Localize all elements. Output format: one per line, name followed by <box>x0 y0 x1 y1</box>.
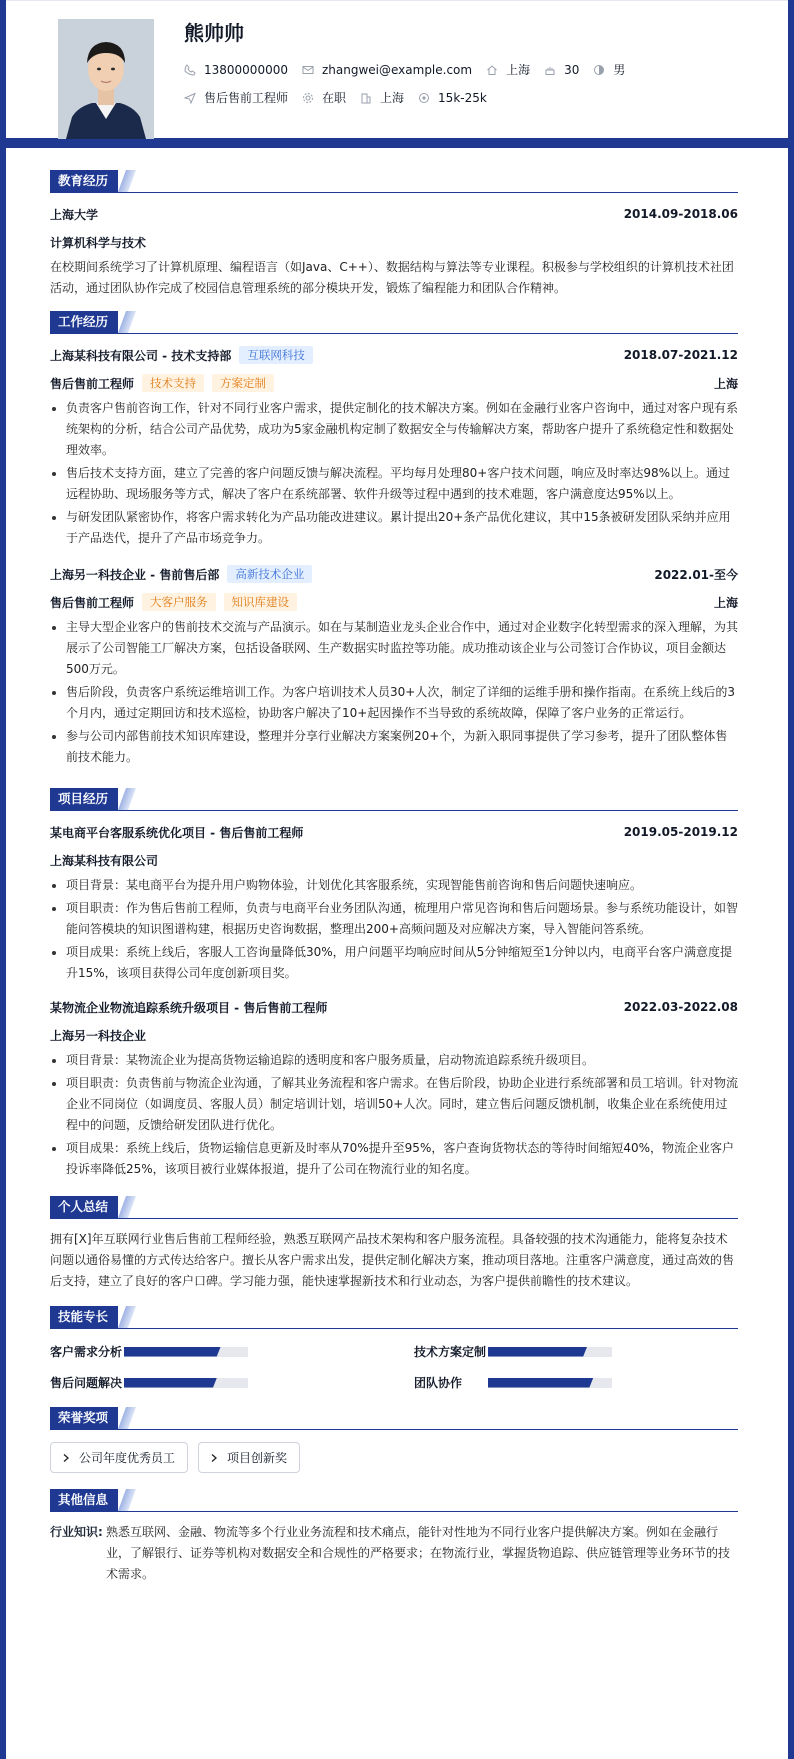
salary-item <box>418 91 487 105</box>
honor-badge <box>50 1442 188 1473</box>
contact-row <box>184 61 625 78</box>
skill-item <box>50 1343 374 1360</box>
phone-icon <box>184 64 196 76</box>
title-decoration <box>118 170 136 192</box>
project-company: 上海某科技有限公司 <box>50 853 159 868</box>
skill-name: 技术方案定制 <box>414 1345 487 1359</box>
skill-tag: 方案定制 <box>212 374 274 392</box>
work-location: 上海 <box>713 595 738 610</box>
target-city-item <box>360 89 404 106</box>
company-name: 上海某科技有限公司 - 技术支持部 <box>50 348 232 363</box>
title-decoration <box>118 788 136 810</box>
company-name: 上海另一科技企业 - 售前售后部 <box>50 567 220 582</box>
work-title: 工作经历 <box>50 311 118 333</box>
salary-text: 15k-25k <box>438 90 487 105</box>
skill-bar-fill <box>124 1347 221 1357</box>
skill-item <box>414 1374 738 1391</box>
project-bullets <box>50 1050 738 1180</box>
work-bullets <box>50 398 738 549</box>
skill-item <box>50 1374 374 1391</box>
summary-title: 个人总结 <box>50 1196 118 1218</box>
list-item: 项目背景：某物流企业为提高货物运输追踪的透明度和客户服务质量，启动物流追踪系统升级项目。 <box>50 1050 738 1071</box>
project-company-row <box>50 1026 738 1044</box>
list-item: 售后阶段，负责客户系统运维培训工作。为客户培训技术人员30+人次，制定了详细的运维手册和操作指南。在系统上线后的3个月内，通过定期回访和技术巡检，协助客户解决了10+起因操作不当导致的系统故障，保障了客户业务的正常运行。 <box>50 682 738 724</box>
education-header <box>50 205 738 223</box>
cake-icon <box>544 64 556 76</box>
skill-bar-fill <box>488 1347 587 1357</box>
email-text: zhangwei@example.com <box>321 62 473 77</box>
other-section-header <box>50 1487 738 1512</box>
target-city-text: 上海 <box>380 91 405 105</box>
list-item: 项目职责：负责售前与物流企业沟通，了解其业务流程和客户需求。在售后阶段，协助企业进行系统部署和员工培训。针对物流企业不同岗位（如调度员、客服人员）制定培训计划，培训50+人次。同时，建立售后问题反馈机制，收集企业在系统使用过程中的问题，反馈给研发团队进行优化。 <box>50 1073 738 1136</box>
avatar-photo-icon <box>58 19 154 139</box>
project-title: 某物流企业物流追踪系统升级项目 - 售后售前工程师 <box>50 1000 328 1015</box>
project-company-row <box>50 851 738 869</box>
skill-bar <box>124 1347 248 1357</box>
skills-section-header <box>50 1304 738 1329</box>
title-decoration <box>118 1489 136 1511</box>
projects-section-header <box>50 786 738 811</box>
city-text: 上海 <box>506 63 531 77</box>
other-text: 熟悉互联网、金融、物流等多个行业业务流程和技术痛点，能针对性地为不同行业客户提供解决方案。例如在金融行业，了解银行、证券等机构对数据安全和合规性的严格要求；在物流行业，掌握货物追踪、供应链管理等业务环节的技术需求。 <box>106 1525 731 1581</box>
skills-title: 技能专长 <box>50 1306 118 1328</box>
list-item: 参与公司内部售前技术知识库建设，整理并分享行业解决方案案例20+个，为新入职同事提供了学习参考，提升了团队整体售前技术能力。 <box>50 726 738 768</box>
honor-name: 公司年度优秀员工 <box>79 1451 176 1465</box>
job-intent-row <box>184 89 487 106</box>
gear-icon <box>302 92 314 104</box>
candidate-name: 熊帅帅 <box>184 21 244 45</box>
age-text: 30 <box>564 62 580 77</box>
resume-content <box>6 148 788 1585</box>
list-item: 主导大型企业客户的售前技术交流与产品演示。如在与某制造业龙头企业合作中，通过对企业数字化转型需求的深入理解，为其展示了公司智能工厂解决方案，包括设备联网、生产数据实时监控等功能。成功推动该企业与公司签订合作协议，项目金额达500万元。 <box>50 617 738 680</box>
city-item <box>486 61 530 78</box>
chevron-right-icon <box>61 1453 71 1463</box>
title-decoration <box>118 311 136 333</box>
honors-section-header <box>50 1405 738 1430</box>
honor-name: 项目创新奖 <box>227 1451 288 1465</box>
list-item: 项目成果：系统上线后，货物运输信息更新及时率从70%提升至95%，客户查询货物状态的等待时间缩短40%，物流企业客户投诉率降低25%，该项目被行业媒体报道，提升了公司在物流行业的知名度。 <box>50 1138 738 1180</box>
project-entry <box>50 823 738 984</box>
skill-bar-fill <box>488 1378 593 1388</box>
industry-tag: 互联网科技 <box>239 346 313 364</box>
other-info-row <box>50 1522 738 1585</box>
work-header <box>50 346 738 364</box>
skill-bar <box>488 1378 612 1388</box>
status-item <box>302 89 346 106</box>
skill-name: 团队协作 <box>414 1376 463 1390</box>
work-entry <box>50 565 738 768</box>
project-entry <box>50 998 738 1180</box>
title-decoration <box>118 1306 136 1328</box>
phone-text: 13800000000 <box>204 62 288 77</box>
education-title: 教育经历 <box>50 170 118 192</box>
email-item <box>302 63 472 77</box>
project-period: 2022.03-2022.08 <box>623 1000 738 1014</box>
list-item: 项目成果：系统上线后，客服人工咨询量降低30%，用户问题平均响应时间从5分钟缩短至1分钟以内，电商平台客户满意度提升15%，该项目获得公司年度创新项目奖。 <box>50 942 738 984</box>
project-company: 上海另一科技企业 <box>50 1028 147 1043</box>
mail-icon <box>302 64 314 76</box>
education-description: 在校期间系统学习了计算机原理、编程语言（如Java、C++）、数据结构与算法等专业课程。积极参与学校组织的计算机技术社团活动，通过团队协作完成了校园信息管理系统的部分模块开发，锻炼了编程能力和团队合作精神。 <box>50 260 734 295</box>
skill-tag: 知识库建设 <box>224 593 298 611</box>
project-period: 2019.05-2019.12 <box>623 825 738 839</box>
major-row <box>50 233 738 251</box>
projects-title: 项目经历 <box>50 788 118 810</box>
list-item: 负责客户售前咨询工作，针对不同行业客户需求，提供定制化的技术解决方案。例如在金融行业客户咨询中，通过对客户现有系统架构的分析，结合公司产品优势，成功为5家金融机构定制了数据安全与传输解决方案，帮助客户提升了系统稳定性和数据处理效率。 <box>50 398 738 461</box>
title-decoration <box>118 1407 136 1429</box>
send-icon <box>184 92 196 104</box>
school-name: 上海大学 <box>50 207 99 222</box>
phone-item <box>184 63 288 77</box>
list-item: 与研发团队紧密协作，将客户需求转化为产品功能改进建议。累计提出20+条产品优化建议，其中15条被研发团队采纳并应用于产品迭代，提升了产品市场竞争力。 <box>50 507 738 549</box>
role-name: 售后售前工程师 <box>50 376 135 391</box>
chevron-right-icon <box>209 1453 219 1463</box>
role-name: 售后售前工程师 <box>50 595 135 610</box>
gender-item <box>593 61 625 78</box>
position-item <box>184 89 288 106</box>
work-period: 2022.01-至今 <box>654 567 738 582</box>
gender-icon <box>593 64 605 76</box>
skill-name: 售后问题解决 <box>50 1376 123 1390</box>
work-header <box>50 565 738 583</box>
list-item: 项目背景：某电商平台为提升用户购物体验，计划优化其客服系统，实现智能售前咨询和售后问题快速响应。 <box>50 875 738 896</box>
summary-section-header <box>50 1194 738 1219</box>
skill-bar-fill <box>124 1378 217 1388</box>
skill-item <box>414 1343 738 1360</box>
skill-bar <box>124 1378 248 1388</box>
work-location: 上海 <box>713 376 738 391</box>
work-bullets <box>50 617 738 768</box>
skills-grid <box>50 1343 738 1391</box>
skill-bar <box>488 1347 612 1357</box>
position-text: 售后售前工程师 <box>204 91 289 105</box>
work-entry <box>50 346 738 549</box>
honor-badge <box>198 1442 300 1473</box>
education-period: 2014.09-2018.06 <box>623 207 738 221</box>
summary-text: 拥有[X]年互联网行业售后售前工程师经验，熟悉互联网产品技术架构和客户服务流程。具备较强的技术沟通能力，能将复杂技术问题以通俗易懂的方式传达给客户。擅长从客户需求出发，提供定制化解决方案，推动项目落地。注重客户满意度，通过高效的售后支持，建立了良好的客户口碑。学习能力强，能快速掌握新技术和行业动态，为客户提供前瞻性的技术建议。 <box>50 1232 735 1288</box>
building-icon <box>360 92 372 104</box>
role-row <box>50 593 738 611</box>
education-section-header <box>50 168 738 193</box>
coin-icon <box>418 92 430 104</box>
major-name: 计算机科学与技术 <box>50 235 147 250</box>
project-bullets <box>50 875 738 984</box>
skill-tag: 大客户服务 <box>142 593 216 611</box>
other-label: 行业知识: <box>50 1525 103 1539</box>
gender-text: 男 <box>613 63 626 77</box>
skill-name: 客户需求分析 <box>50 1345 123 1359</box>
honors-title: 荣誉奖项 <box>50 1407 118 1429</box>
project-header <box>50 998 738 1016</box>
list-item: 售后技术支持方面，建立了完善的客户问题反馈与解决流程。平均每月处理80+客户技术问题，响应及时率达98%以上。通过远程协助、现场服务等方式，解决了客户在系统部署、软件升级等过程中遇到的技术难题，客户满意度达95%以上。 <box>50 463 738 505</box>
avatar <box>58 19 154 139</box>
list-item: 项目职责：作为售后售前工程师，负责与电商平台业务团队沟通，梳理用户常见咨询和售后问题场景。参与系统功能设计，如智能问答模块的知识图谱构建，根据历史咨询数据，整理出200+高频问题及对应解决方案，导入智能问答系统。 <box>50 898 738 940</box>
other-title: 其他信息 <box>50 1489 118 1511</box>
project-title: 某电商平台客服系统优化项目 - 售后售前工程师 <box>50 825 304 840</box>
skill-tag: 技术支持 <box>142 374 204 392</box>
title-decoration <box>118 1196 136 1218</box>
industry-tag: 高新技术企业 <box>227 565 312 583</box>
work-section-header <box>50 309 738 334</box>
honors-list <box>50 1442 738 1473</box>
role-row <box>50 374 738 392</box>
project-header <box>50 823 738 841</box>
education-entry <box>50 205 738 299</box>
status-text: 在职 <box>322 91 347 105</box>
resume-header <box>6 0 788 148</box>
work-period: 2018.07-2021.12 <box>623 348 738 362</box>
age-item <box>544 63 579 77</box>
home-icon <box>486 64 498 76</box>
